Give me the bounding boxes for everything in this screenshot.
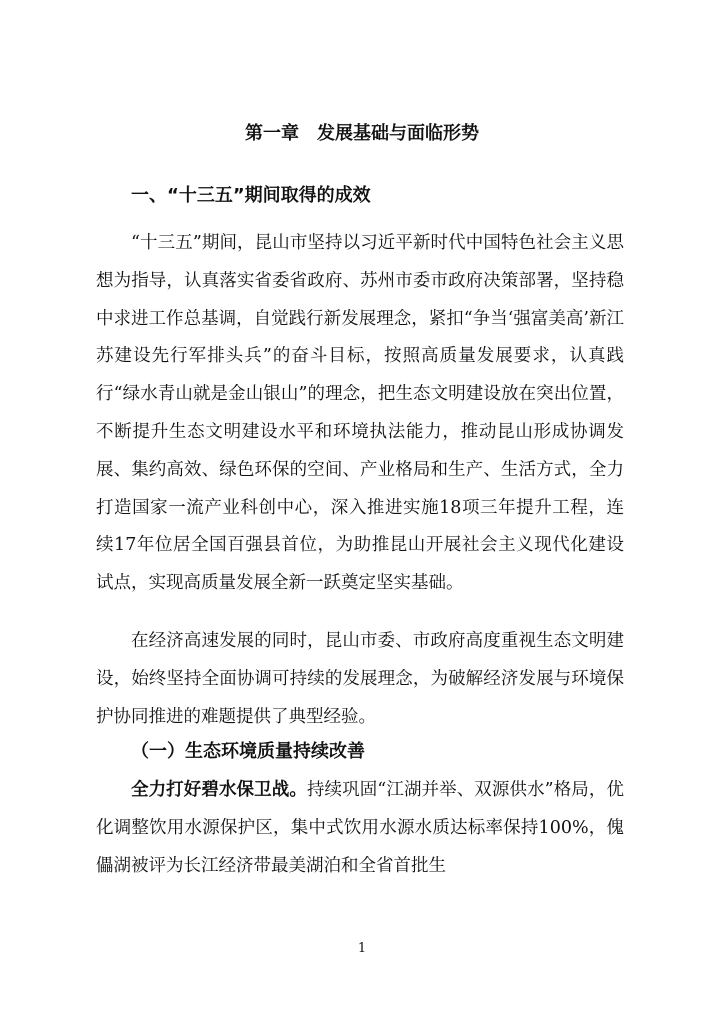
paragraph-body-text: 持续巩固“江湖并举、双源供水”格局，优化调整饮用水源保护区，集中式饮用水源水质达标率保持100%，傀儡湖被评为长江经济带最美湖泊和全省首批生 xyxy=(96,780,624,876)
page-number: 1 xyxy=(357,941,367,956)
section-heading: 一、“十三五”期间取得的成效 xyxy=(131,185,371,206)
subsection-heading: （一）生态环境质量持续改善 xyxy=(131,741,365,762)
body-paragraph-achievements: “十三五”期间，昆山市坚持以习近平新时代中国特色社会主义思想为指导，认真落实省委省政府、苏州市委市政府决策部署，坚持稳中求进工作总基调，自觉践行新发展理念，紧扣“争当‘强富美高’新江苏建设先行军排头兵”的奋斗目标，按照高质量发展要求，认真践行“绿水青山就是金山银山”的理念，把生态文明建设放在突出位置，不断提升生态文明建设水平和环境执法能力，推动昆山形成协调发展、集约高效、绿色环保的空间、产业格局和生产、生活方式，全力打造国家一流产业科创中心，深入推进实施18项三年提升工程，连续17年位居全国百强县首位，为助推昆山开展社会主义现代化建设试点，实现高质量发展全新一跃奠定坚实基础。 xyxy=(96,233,624,594)
chapter-title: 第一章 发展基础与面临形势 xyxy=(245,123,479,144)
body-paragraph-ecology: 在经济高速发展的同时，昆山市委、市政府高度重视生态文明建设，始终坚持全面协调可持续的发展理念，为破解经济发展与环境保护协同推进的难题提供了典型经验。 xyxy=(96,631,624,727)
body-paragraph-water xyxy=(96,772,624,885)
paragraph-lead-phrase: 全力打好碧水保卫战。 xyxy=(131,780,307,800)
